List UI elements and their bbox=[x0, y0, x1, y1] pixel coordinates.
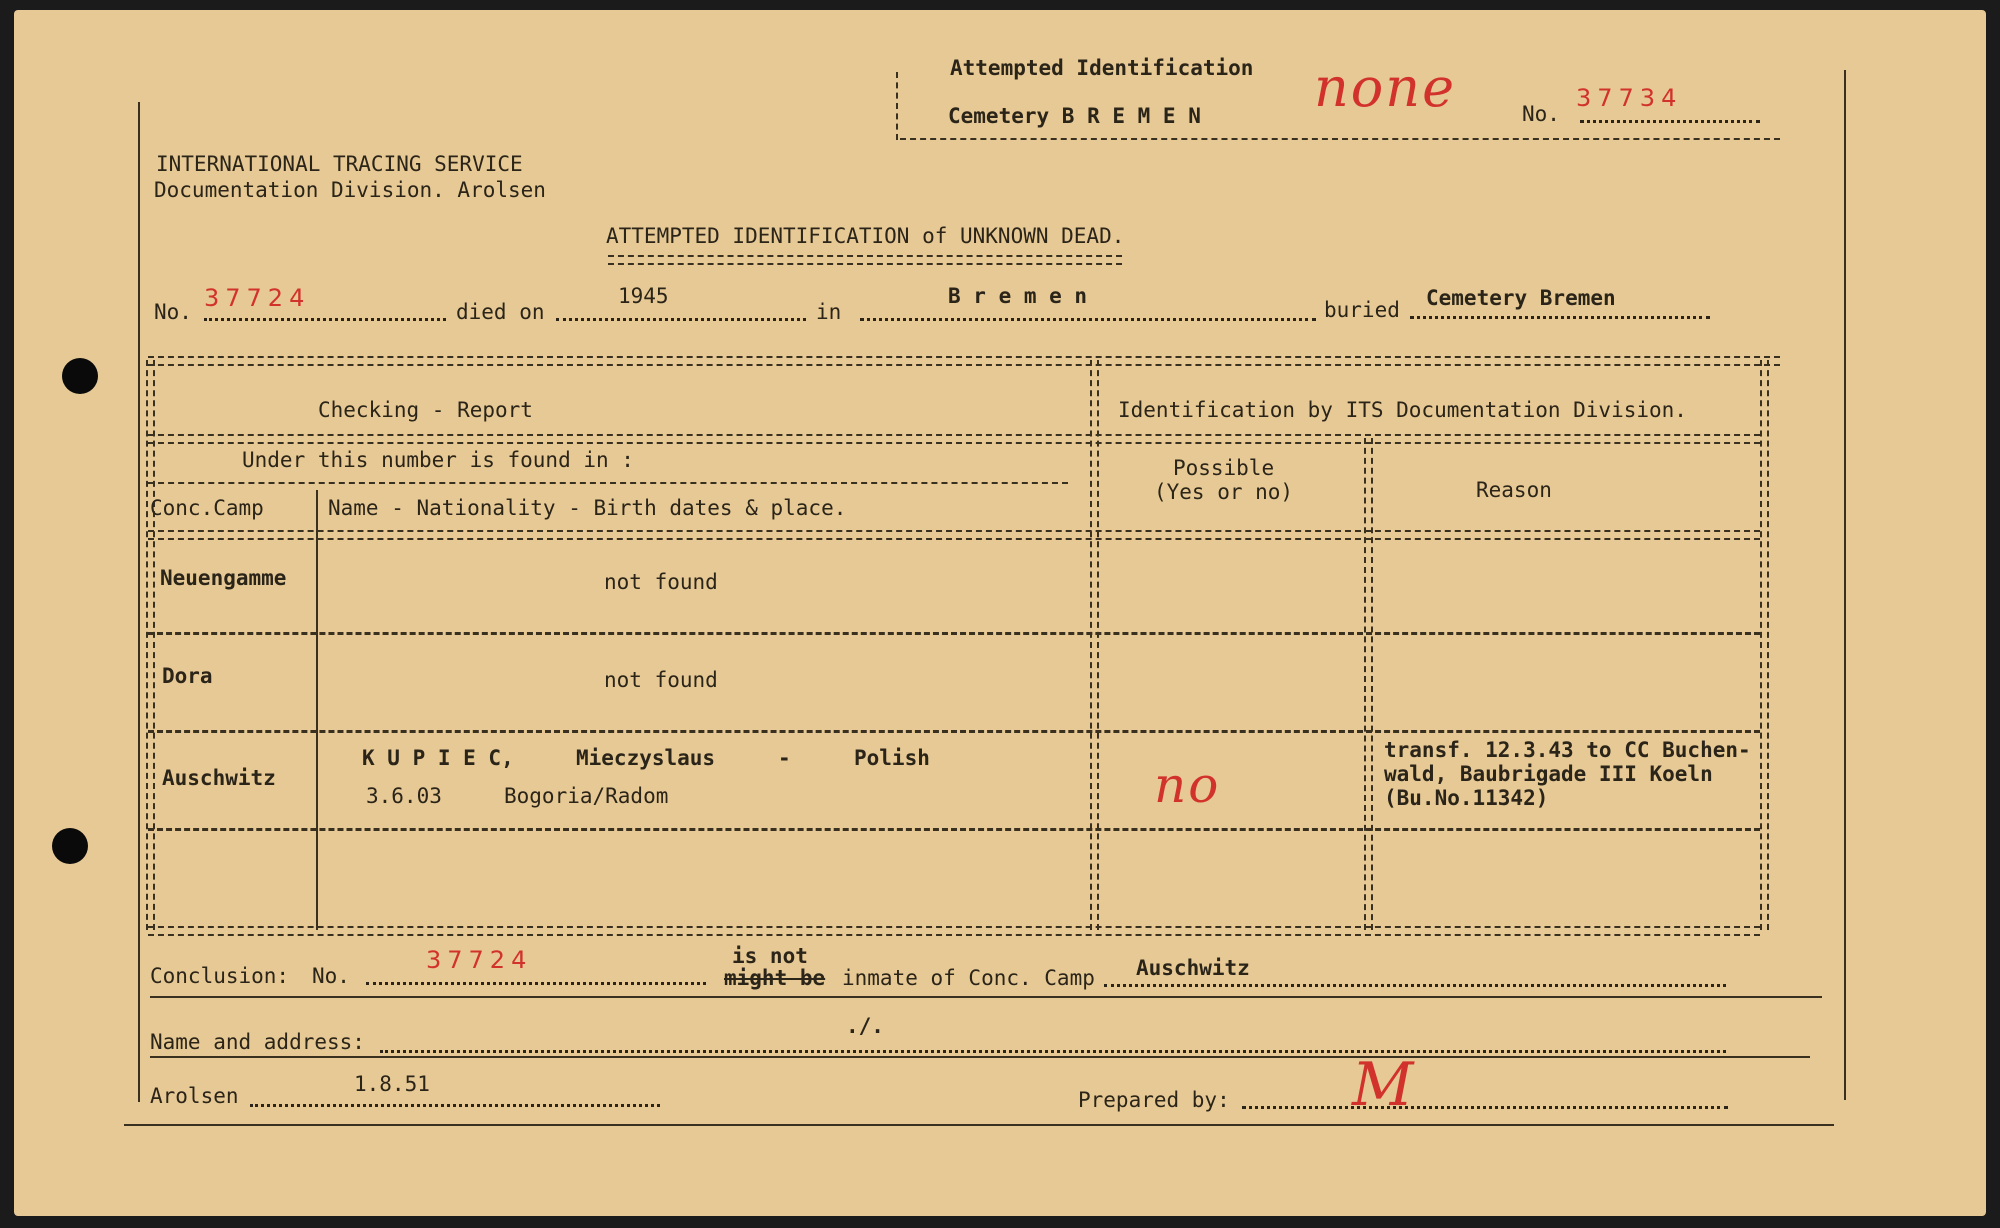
checking-report-header: Checking - Report bbox=[318, 398, 533, 422]
conclusion-label: Conclusion: bbox=[150, 964, 290, 988]
frame-right bbox=[1844, 70, 1846, 1100]
row-camp: Dora bbox=[162, 664, 213, 688]
identification-header: Identification by ITS Documentation Division. bbox=[1118, 398, 1687, 422]
row-name: not found bbox=[604, 668, 718, 692]
attempted-identification-heading: Attempted Identification bbox=[950, 56, 1254, 80]
in-label: in bbox=[816, 300, 842, 324]
col-header-name: Name - Nationality - Birth dates & place. bbox=[328, 496, 847, 520]
row-birthplace: Bogoria/Radom bbox=[504, 784, 669, 808]
table-bottom-border bbox=[148, 926, 1760, 936]
table-col-divider-reason bbox=[1364, 438, 1373, 930]
buried-label: buried bbox=[1324, 298, 1400, 322]
conclusion-no-label: No. bbox=[312, 964, 350, 988]
footer-rule bbox=[124, 1124, 1834, 1126]
title-underline bbox=[608, 255, 1122, 265]
prepared-by-label: Prepared by: bbox=[1078, 1088, 1230, 1112]
row-surname: K U P I E C, bbox=[362, 746, 514, 770]
signature: M bbox=[1352, 1050, 1414, 1120]
date-value: 1.8.51 bbox=[354, 1072, 430, 1096]
handwritten-none: none bbox=[1314, 56, 1457, 119]
table-col-divider-main bbox=[1090, 360, 1099, 930]
org-line-1: INTERNATIONAL TRACING SERVICE bbox=[156, 152, 523, 176]
conclusion-camp-dots bbox=[1104, 984, 1726, 987]
conclusion-no-value: 37724 bbox=[426, 946, 533, 974]
died-value: 1945 bbox=[618, 284, 669, 308]
column-header-divider bbox=[148, 530, 1760, 540]
name-address-dots bbox=[380, 1050, 1726, 1053]
table-left-border bbox=[146, 360, 155, 930]
row-birthdate: 3.6.03 bbox=[366, 784, 442, 808]
place-dots bbox=[250, 1104, 660, 1107]
in-dots bbox=[860, 318, 1316, 321]
col-header-camp: Conc.Camp bbox=[150, 496, 264, 520]
row-dash: - bbox=[778, 746, 791, 770]
page-title: ATTEMPTED IDENTIFICATION of UNKNOWN DEAD. bbox=[606, 224, 1125, 248]
conclusion-rule bbox=[150, 996, 1822, 998]
header-box-bottom bbox=[900, 138, 1780, 140]
reason-header: Reason bbox=[1476, 478, 1552, 502]
name-address-value: ./. bbox=[846, 1014, 884, 1038]
record-card bbox=[14, 10, 1986, 1216]
header-box-left bbox=[896, 72, 898, 140]
buried-value: Cemetery Bremen bbox=[1426, 286, 1616, 310]
row-name: not found bbox=[604, 570, 718, 594]
row-divider-1 bbox=[148, 632, 1760, 635]
row-possible-no: no bbox=[1154, 756, 1221, 814]
row-reason-line-1: transf. 12.3.43 to CC Buchen- bbox=[1384, 738, 1751, 762]
table-top-border bbox=[148, 356, 1780, 366]
conclusion-camp-value: Auschwitz bbox=[1136, 956, 1250, 980]
conclusion-no-dots bbox=[366, 982, 706, 985]
row-firstname: Mieczyslaus bbox=[576, 746, 716, 770]
record-no-dots bbox=[204, 318, 446, 321]
under-number-divider bbox=[148, 482, 1068, 484]
cemetery-heading: Cemetery B R E M E N bbox=[948, 104, 1201, 128]
frame-left bbox=[138, 102, 140, 1102]
table-header-divider bbox=[148, 434, 1760, 444]
org-line-2: Documentation Division. Arolsen bbox=[154, 178, 546, 202]
row-divider-2 bbox=[148, 730, 1760, 733]
record-no-value: 37724 bbox=[204, 284, 311, 312]
header-no-value: 37734 bbox=[1576, 84, 1683, 112]
table-col-divider-camp bbox=[316, 490, 318, 930]
header-no-dots bbox=[1580, 120, 1760, 123]
header-no-label: No. bbox=[1522, 102, 1560, 126]
row-reason-line-2: wald, Baubrigade III Koeln bbox=[1384, 762, 1713, 786]
conclusion-is-not: is not bbox=[732, 944, 808, 968]
name-address-label: Name and address: bbox=[150, 1030, 365, 1054]
conclusion-inmate-text: inmate of Conc. Camp bbox=[842, 966, 1095, 990]
prepared-by-dots bbox=[1242, 1106, 1728, 1109]
table-right-border bbox=[1760, 360, 1769, 930]
under-number-header: Under this number is found in : bbox=[242, 448, 634, 472]
place-label: Arolsen bbox=[150, 1084, 239, 1108]
possible-header: Possible (Yes or no) bbox=[1154, 456, 1294, 504]
row-reason-line-3: (Bu.No.11342) bbox=[1384, 786, 1549, 810]
name-address-rule bbox=[150, 1056, 1810, 1058]
row-divider-3 bbox=[148, 828, 1760, 831]
buried-dots bbox=[1410, 316, 1710, 319]
punch-hole-top bbox=[62, 358, 98, 394]
row-camp: Neuengamme bbox=[160, 566, 287, 590]
row-nationality: Polish bbox=[854, 746, 930, 770]
in-value: B r e m e n bbox=[948, 284, 1088, 308]
conclusion-might-be: might be bbox=[724, 966, 826, 990]
record-no-label: No. bbox=[154, 300, 192, 324]
punch-hole-bottom bbox=[52, 828, 88, 864]
died-label: died on bbox=[456, 300, 545, 324]
row-camp: Auschwitz bbox=[162, 766, 276, 790]
died-dots bbox=[556, 318, 806, 321]
